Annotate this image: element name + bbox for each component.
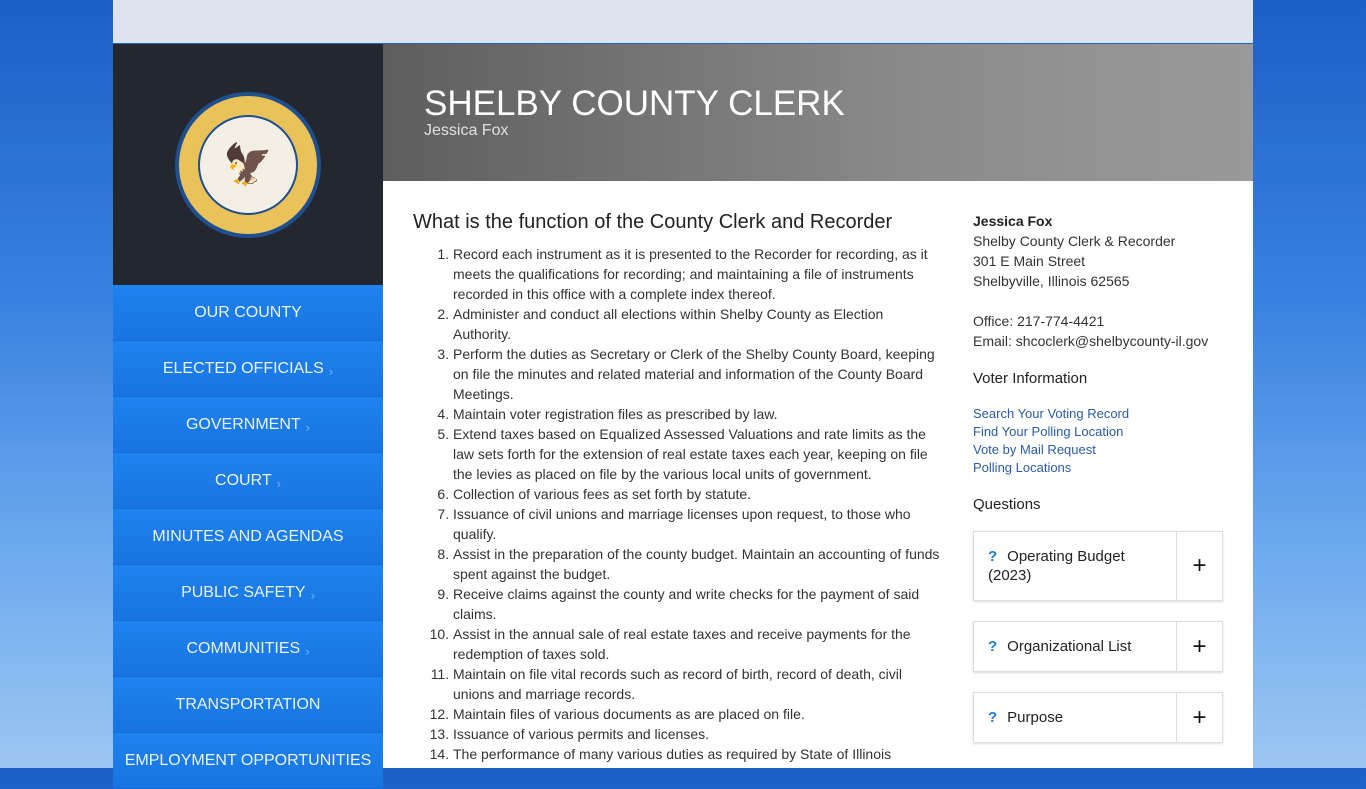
duty-item: 7. Issuance of civil unions and marriage licenses upon request, to those who qualify. (453, 504, 943, 544)
voter-link[interactable]: Search Your Voting Record (973, 406, 1130, 421)
menu-item-court[interactable] (113, 453, 383, 509)
main-menu (113, 285, 383, 789)
logo-area (113, 44, 383, 285)
accordion-item[interactable] (973, 692, 1223, 743)
accordion-label: Organizational List (1007, 638, 1132, 655)
county-seal-logo[interactable] (175, 92, 321, 238)
top-bar (113, 0, 1253, 43)
contact-phone: Office: 217-774-4421 (973, 313, 1105, 329)
content-heading: What is the function of the County Clerk and Recorder (413, 211, 893, 233)
menu-item-label: MINUTES AND AGENDAS (152, 527, 344, 545)
duty-item: 10. Assist in the annual sale of real estate taxes and receive payments for the redemption of taxes sold. (453, 624, 943, 664)
chevron-right-icon: › (328, 364, 334, 379)
duty-item: 5. Extend taxes based on Equalized Assessed Valuations and rate limits as the law sets forth for the extension of real estate taxes each year, keeping on file the levies as placed on file by the various local units of government. (453, 424, 943, 484)
menu-item-label: COMMUNITIES (186, 639, 301, 657)
menu-item-employment-opportunities[interactable] (113, 733, 383, 789)
page-header (383, 44, 1253, 181)
voter-link[interactable]: Polling Locations (973, 460, 1072, 475)
duty-item: 1. Record each instrument as it is presented to the Recorder for recording, as it meets the qualifications for recording; and maintaining a file of instruments recorded in this office with a complete index thereof. (453, 244, 943, 304)
site-title: SHELBY COUNTY CLERK (424, 84, 845, 123)
main-content (383, 181, 1253, 768)
menu-item-elected-officials[interactable] (113, 341, 383, 397)
duty-item: 6. Collection of various fees as set forth by statute. (453, 484, 943, 504)
chevron-right-icon: › (310, 588, 315, 603)
accordion-label: Operating Budget (2023) (988, 548, 1125, 584)
expand-plus-icon[interactable]: + (1176, 622, 1222, 671)
expand-plus-icon[interactable]: + (1176, 693, 1222, 742)
menu-item-label: ELECTED OFFICIALS (162, 359, 324, 377)
questions-heading: Questions (973, 496, 1041, 513)
duty-item: 2. Administer and conduct all elections within Shelby County as Election Authority. (453, 304, 943, 344)
menu-item-label: COURT (215, 471, 272, 489)
eagle-icon: 🦅 (198, 115, 298, 215)
voter-info-heading: Voter Information (973, 370, 1088, 387)
duty-item: 9. Receive claims against the county and write checks for the payment of said claims. (453, 584, 943, 624)
question-icon: ? (988, 709, 998, 726)
contact-role: Shelby County Clerk & Recorder (973, 233, 1176, 249)
duty-item: 13. Issuance of various permits and licenses. (453, 724, 943, 744)
menu-item-public-safety[interactable] (113, 565, 383, 621)
menu-item-minutes-and-agendas[interactable] (113, 509, 383, 565)
voter-link[interactable]: Vote by Mail Request (973, 442, 1096, 457)
accordion-label: Purpose (1007, 709, 1064, 726)
contact-name: Jessica Fox (973, 213, 1053, 229)
expand-plus-icon[interactable]: + (1176, 532, 1222, 600)
duty-item: 8. Assist in the preparation of the county budget. Maintain an accounting of funds spent against the budget. (453, 544, 943, 584)
duty-item: 12. Maintain files of various documents as are placed on file. (453, 704, 943, 724)
voter-link[interactable]: Find Your Polling Location (973, 424, 1124, 439)
chevron-right-icon: › (276, 476, 281, 491)
accordion-title[interactable] (974, 532, 1176, 600)
menu-item-transportation[interactable] (113, 677, 383, 733)
menu-item-label: TRANSPORTATION (175, 695, 321, 713)
contact-email[interactable]: Email: shcoclerk@shelbycounty-il.gov (973, 333, 1209, 349)
duty-item: 3. Perform the duties as Secretary or Clerk of the Shelby County Board, keeping on file the minutes and related material and information of the County Board Meetings. (453, 344, 943, 404)
sidebar (113, 44, 383, 768)
chevron-right-icon: › (305, 420, 310, 435)
duties-list (413, 244, 943, 764)
accordion-title[interactable] (974, 693, 1176, 742)
contact-city: Shelbyville, Illinois 62565 (973, 273, 1130, 289)
contact-sidebar (973, 211, 1223, 763)
menu-item-communities[interactable] (113, 621, 383, 677)
duty-item: 14. The performance of many various duties as required by State of Illinois (453, 744, 943, 764)
duty-item: 11. Maintain on file vital records such as record of birth, record of death, civil unions and marriage records. (453, 664, 943, 704)
question-icon: ? (988, 638, 998, 655)
site-subtitle: Jessica Fox (424, 122, 509, 139)
menu-item-our-county[interactable] (113, 285, 383, 341)
chevron-right-icon: › (305, 644, 310, 659)
accordion-title[interactable] (974, 622, 1176, 671)
duty-item: 4. Maintain voter registration files as prescribed by law. (453, 404, 943, 424)
accordion-item[interactable] (973, 621, 1223, 672)
contact-street: 301 E Main Street (973, 253, 1086, 269)
menu-item-government[interactable] (113, 397, 383, 453)
menu-item-label: EMPLOYMENT OPPORTUNITIES (124, 751, 372, 769)
menu-item-label: GOVERNMENT (185, 415, 301, 433)
question-icon: ? (988, 548, 998, 565)
accordion-item[interactable] (973, 531, 1223, 601)
menu-item-label: OUR COUNTY (194, 303, 302, 321)
menu-item-label: PUBLIC SAFETY (181, 583, 306, 601)
